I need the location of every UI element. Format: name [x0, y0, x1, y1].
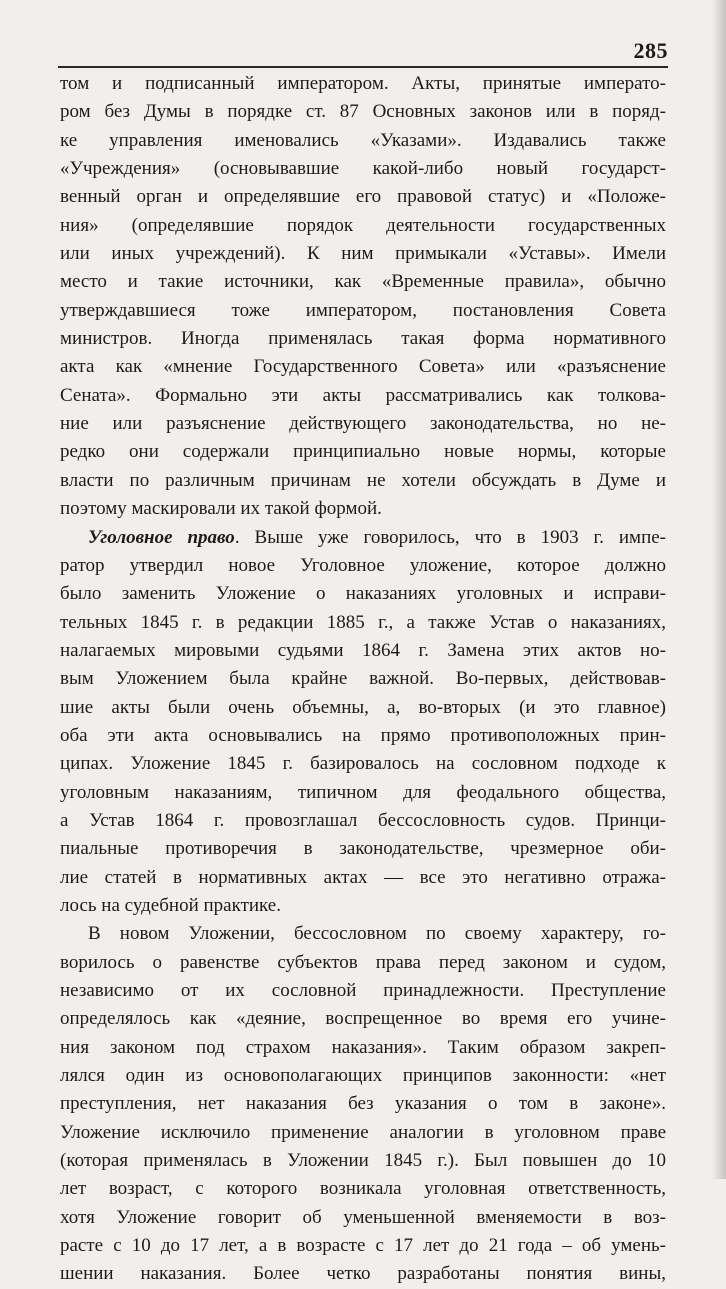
text-line: шении наказания. Более четко разработаны понятия вины, — [60, 1263, 666, 1285]
text-line — [60, 524, 666, 552]
text-line: оба эти акта основывались на прямо противоположных прин- — [60, 724, 666, 746]
text-line: Сената». Формально эти акты рассматривались как толкова- — [60, 384, 666, 406]
paragraph-2 — [60, 524, 666, 921]
page-edge-shadow — [712, 0, 726, 1179]
text-line: вым Уложением была крайне важной. Во-первых, действовав- — [60, 668, 666, 690]
text-line: уголовным наказаниям, типичном для феодального общества, — [60, 781, 666, 803]
text-line: В новом Уложении, бессословном по своему характеру, го- — [88, 923, 666, 945]
text-line: расте с 10 до 17 лет, а в возрасте с 17 лет до 21 года – об умень- — [60, 1235, 666, 1257]
text-line: утверждавшиеся тоже императором, постановления Совета — [60, 299, 666, 321]
text-line: шие акты были очень объемны, а, во-вторых (и это главное) — [60, 696, 666, 718]
text-line: ципах. Уложение 1845 г. базировалось на сословном подходе к — [60, 753, 666, 775]
text-line: лет возраст, с которого возникала уголовная ответственность, — [60, 1178, 666, 1200]
header-rule — [58, 66, 668, 68]
text-line: ратор утвердил новое Уголовное уложение, которое должно — [60, 554, 666, 576]
text-line: венный орган и определявшие его правовой статус) и «Положе- — [60, 186, 666, 208]
text-line: том и подписанный императором. Акты, принятые императо- — [60, 73, 666, 94]
text-line: лие статей в нормативных актах — все это негативно отража- — [60, 866, 666, 888]
text-line: было заменить Уложение о наказаниях уголовных и исправи- — [60, 583, 666, 605]
text-line: «Учреждения» (основывавшие какой-либо новый государст- — [60, 158, 666, 180]
body-text — [60, 70, 666, 1289]
page-number: 285 — [633, 38, 668, 63]
text-line: ке управления именовались «Указами». Издавались также — [60, 129, 666, 151]
text-line: лось на судебной практике. — [60, 894, 281, 916]
text-line: власти по различным причинам не хотели обсуждать в Думе и — [60, 469, 666, 491]
text-line: место и такие источники, как «Временные правила», обычно — [60, 271, 666, 293]
text-line: редко они содержали принципиально новые нормы, которые — [60, 441, 666, 463]
text-line: пиальные противоречия в законодательстве, чрезмерное оби- — [60, 838, 666, 860]
section-heading: Уголовное право — [88, 526, 235, 548]
text-line: ром без Думы в порядке ст. 87 Основных законов или в поряд- — [60, 101, 666, 123]
text-line: тельных 1845 г. в редакции 1885 г., а также Устав о наказаниях, — [60, 611, 666, 633]
text-line: хотя Уложение говорит об уменьшенной вменяемости в воз- — [60, 1206, 666, 1228]
text-fragment: . Выше уже говорилось, что в 1903 г. импе- — [234, 526, 667, 548]
text-line: (которая применялась в Уложении 1845 г.). Был повышен до 10 — [60, 1150, 666, 1172]
text-line: ворилось о равенстве субъектов права перед законом и судом, — [60, 951, 666, 973]
text-line: а Устав 1864 г. провозглашал бессословность судов. Принци- — [60, 809, 666, 831]
text-line: определялось как «деяние, воспрещенное во время его учине- — [60, 1008, 666, 1030]
text-line: ния законом под страхом наказания». Таким образом закреп- — [60, 1036, 666, 1058]
text-line: лялся один из основополагающих принципов законности: «нет — [60, 1065, 666, 1087]
text-line: акта как «мнение Государственного Совета» или «разъяснение — [60, 356, 666, 378]
text-line: министров. Иногда применялась такая форма нормативного — [60, 328, 666, 350]
text-line: ние или разъяснение действующего законодательства, но не- — [60, 413, 666, 435]
text-line: ния» (определявшие порядок деятельности государственных — [60, 214, 666, 236]
paragraph-1 — [60, 70, 666, 524]
paragraph-3 — [60, 920, 666, 1288]
text-line: независимо от их сословной принадлежности. Преступление — [60, 980, 666, 1001]
text-line: налагаемых мировыми судьями 1864 г. Замена этих актов но- — [60, 639, 666, 661]
text-line: поэтому маскировали их такой формой. — [60, 498, 382, 520]
text-line: Уложение исключило применение аналогии в уголовном праве — [60, 1121, 666, 1143]
text-line: или иных учреждений). К ним примыкали «Уставы». Имели — [60, 243, 666, 265]
text-line: преступления, нет наказания без указания о том в законе». — [60, 1093, 666, 1115]
